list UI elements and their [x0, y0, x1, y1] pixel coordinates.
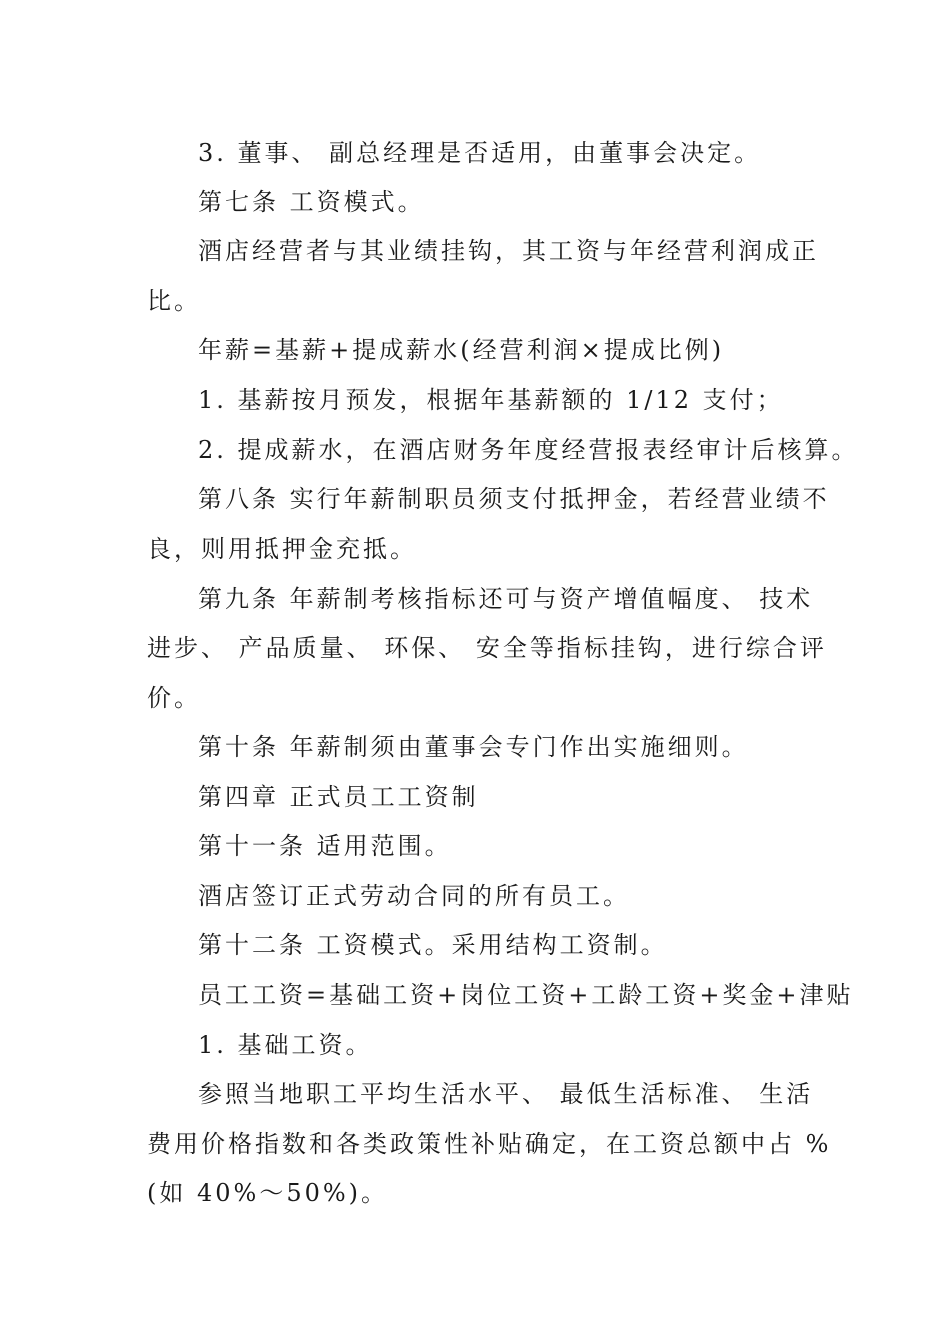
- list-item: 2. 提成薪水，在酒店财务年度经营报表经审计后核算。: [198, 436, 859, 464]
- text-line: 进步、 产品质量、 环保、 安全等指标挂钩，进行综合评: [147, 634, 827, 662]
- article-heading: 第十一条 适用范围。: [198, 832, 452, 860]
- list-item: 1. 基薪按月预发，根据年基薪额的 1/12 支付；: [198, 386, 784, 414]
- formula-line: 年薪=基薪+提成薪水(经营利润×提成比例): [198, 336, 725, 364]
- text-line: 参照当地职工平均生活水平、 最低生活标准、 生活: [198, 1080, 814, 1108]
- article-heading: 第八条 实行年薪制职员须支付抵押金，若经营业绩不: [198, 485, 830, 513]
- text-line: 良，则用抵押金充抵。: [147, 535, 417, 563]
- text-line: 比。: [147, 287, 201, 315]
- text-line: 费用价格指数和各类政策性补贴确定，在工资总额中占 %: [147, 1130, 832, 1158]
- list-item: 1. 基础工资。: [198, 1031, 373, 1059]
- formula-line: 员工工资=基础工资+岗位工资+工龄工资+奖金+津贴: [198, 981, 854, 1009]
- article-heading: 第七条 工资模式。: [198, 188, 425, 216]
- article-heading: 第九条 年薪制考核指标还可与资产增值幅度、 技术: [198, 585, 814, 613]
- text-line: (如 40%～50%)。: [147, 1179, 389, 1207]
- article-heading: 第十二条 工资模式。采用结构工资制。: [198, 931, 668, 959]
- text-line: 3. 董事、 副总经理是否适用，由董事会决定。: [198, 139, 762, 167]
- text-line: 酒店签订正式劳动合同的所有员工。: [198, 882, 630, 910]
- article-heading: 第十条 年薪制须由董事会专门作出实施细则。: [198, 733, 749, 761]
- chapter-heading: 第四章 正式员工工资制: [198, 783, 479, 811]
- text-line: 价。: [147, 684, 201, 712]
- text-line: 酒店经营者与其业绩挂钩，其工资与年经营利润成正: [198, 237, 819, 265]
